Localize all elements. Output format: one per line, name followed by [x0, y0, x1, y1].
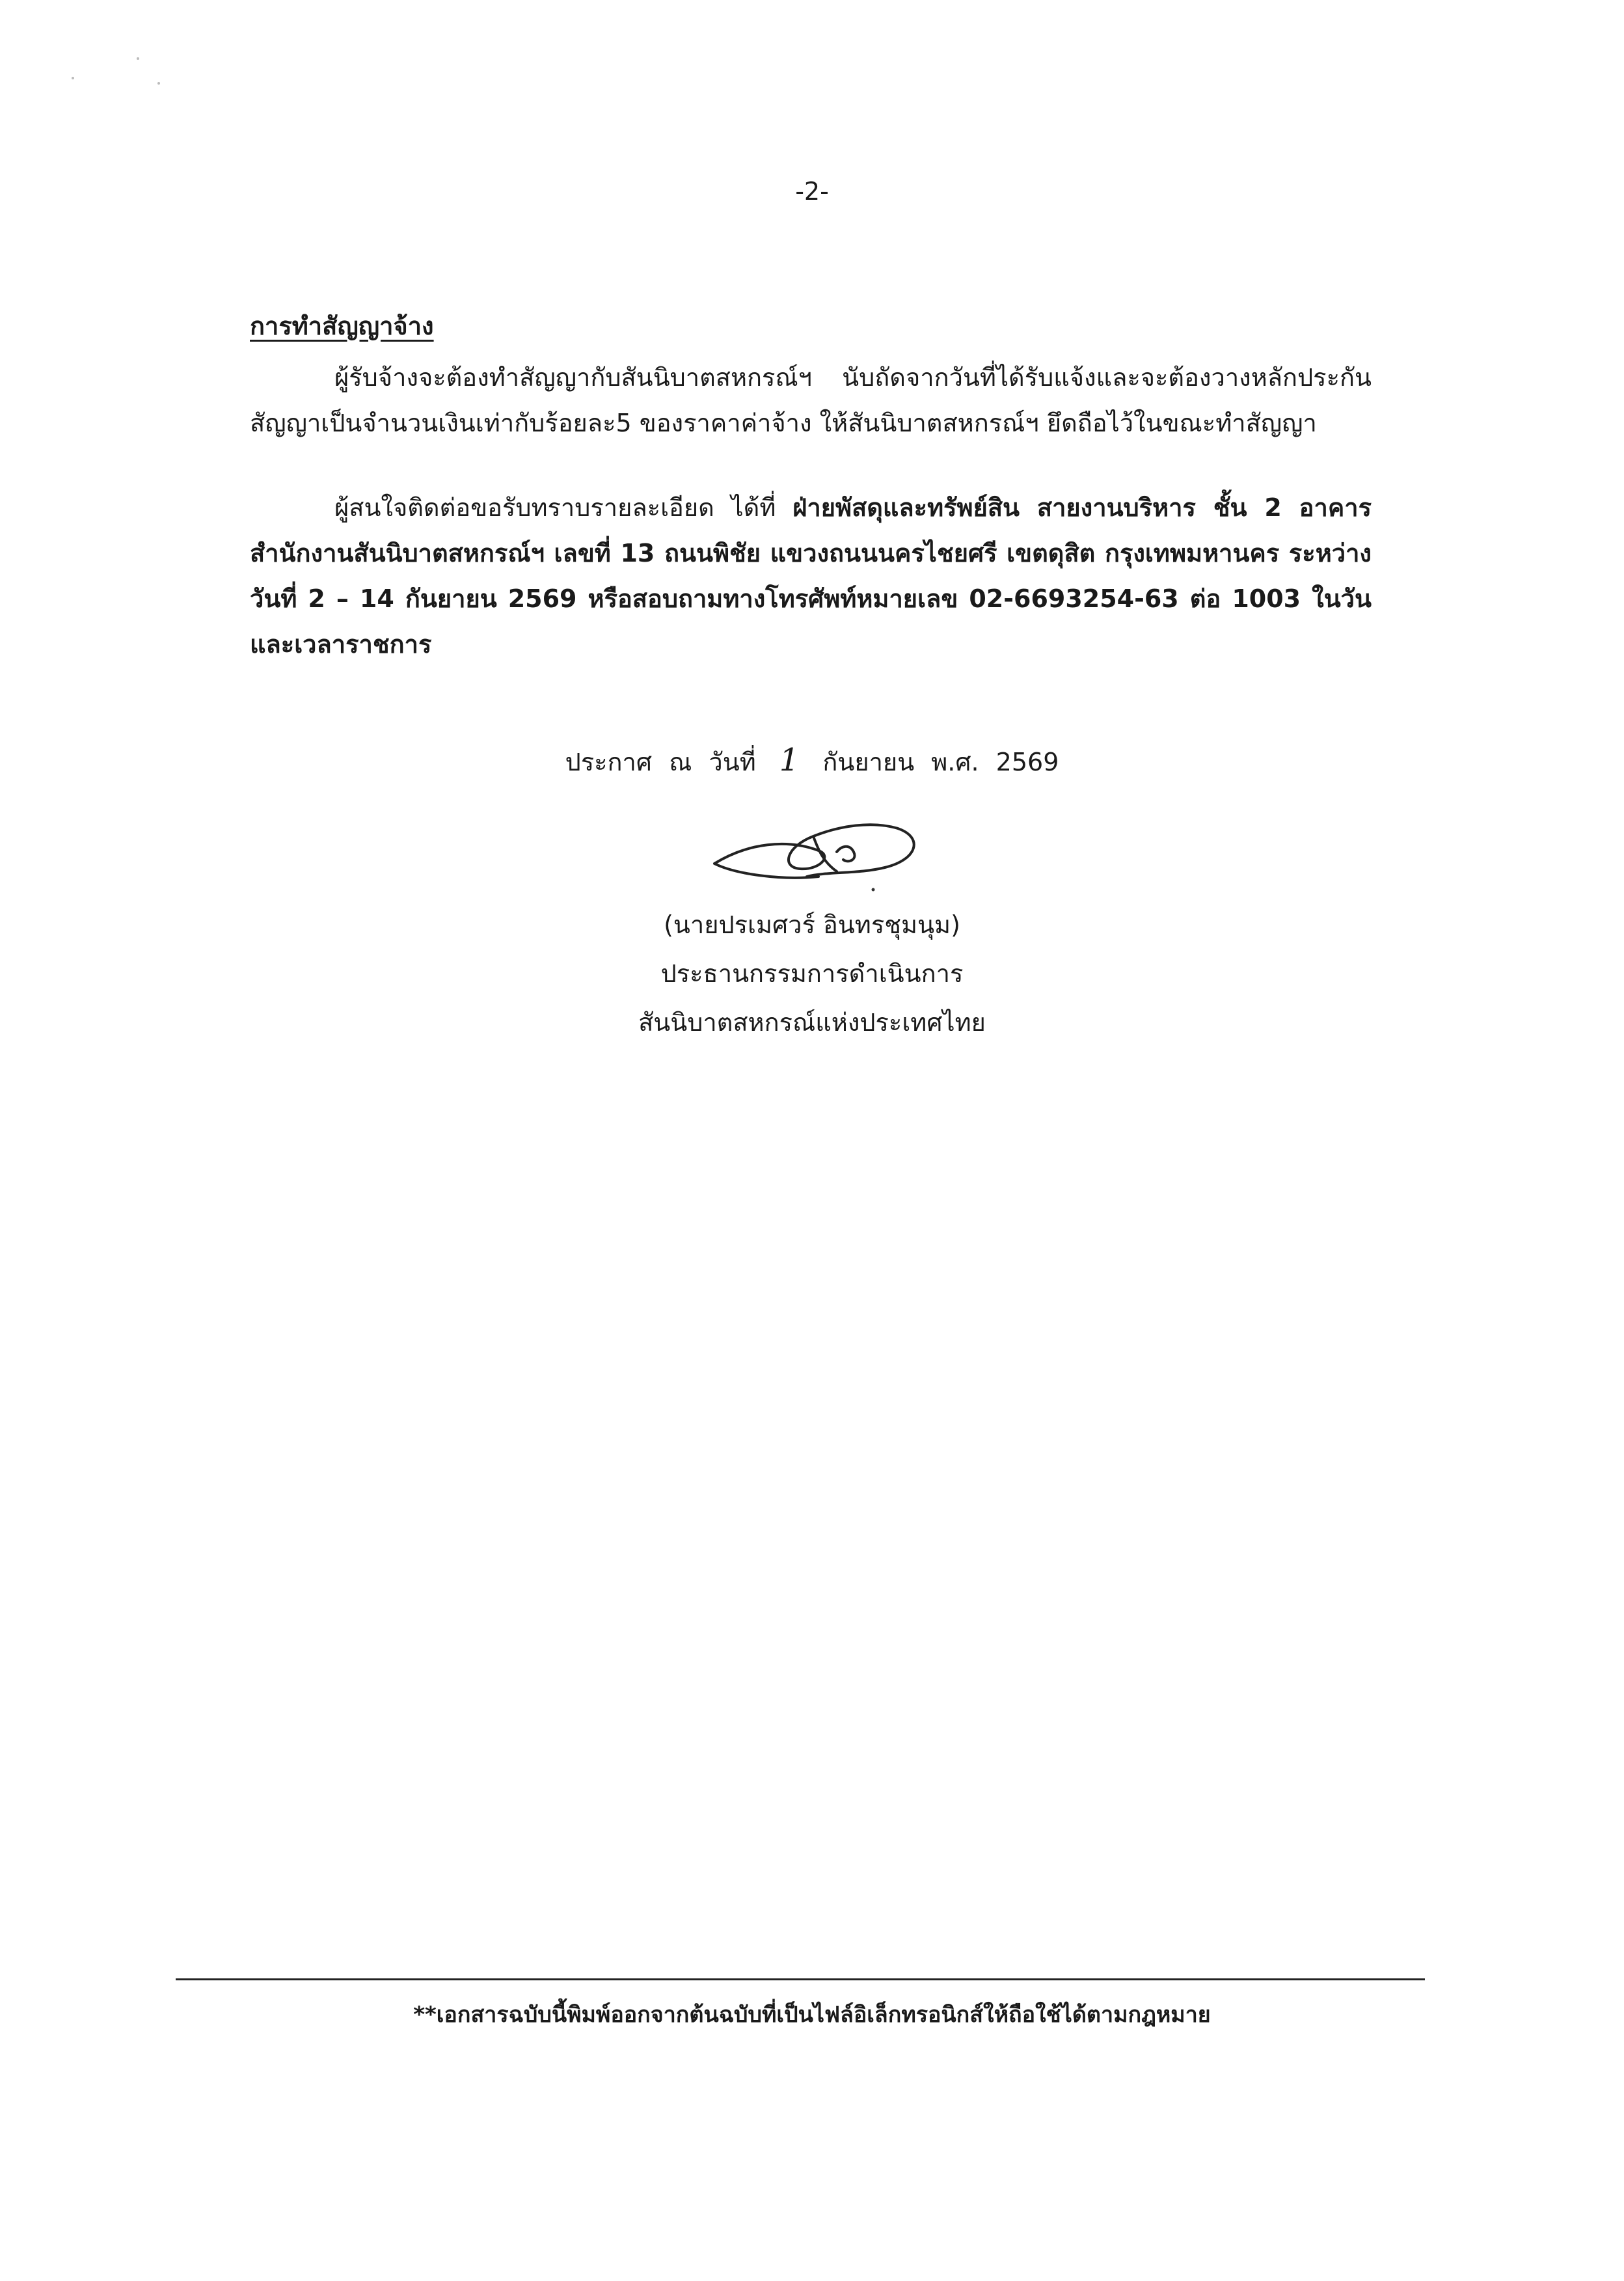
contract-paragraph — [250, 355, 1372, 446]
footer-divider — [176, 1978, 1425, 1980]
handwritten-signature — [709, 804, 930, 901]
contact-paragraph — [250, 485, 1372, 667]
footer-note: **เอกสารฉบับนี้พิมพ์ออกจากต้นฉบับที่เป็นไฟล์อิเล็กทรอนิกส์ให้ถือใช้ได้ตามกฎหมาย — [413, 2002, 1211, 2028]
contract-heading: การทำสัญญาจ้าง — [250, 312, 434, 340]
signatory-organization: สันนิบาตสหกรณ์แห่งประเทศไทย — [638, 1008, 986, 1037]
announcement-line — [0, 742, 1624, 782]
announcement-day: 1 — [779, 742, 800, 778]
announcement-prefix: ประกาศ ณ วันที่ — [565, 748, 756, 776]
signatory-position: ประธานกรรมการดำเนินการ — [660, 959, 964, 988]
scan-speck — [157, 82, 160, 85]
announcement-month-year: กันยายน พ.ศ. 2569 — [822, 748, 1059, 776]
contact-details: ฝ่ายพัสดุและทรัพย์สิน สายงานบริหาร ชั้น 2 อาคาร สำนักงานสันนิบาตสหกรณ์ฯ เลขที่ 13 ถนนพิชัย แขวงถนนนครไชยศรี เขตดุสิต กรุงเทพมหานคร ระหว่างวันที่ 2 – 14 กันยายน 2569 หรือสอบถามทางโทรศัพท์หมายเลข 02-6693254-63 ต่อ 1003 ในวันและเวลาราชการ — [250, 493, 1372, 659]
page-number: -2- — [795, 177, 829, 206]
scan-speck — [72, 77, 74, 79]
contact-intro: ผู้สนใจติดต่อขอรับทราบรายละเอียด ได้ที่ — [334, 493, 776, 522]
signatory-name: (นายปรเมศวร์ อินทรชุมนุม) — [664, 910, 960, 939]
contract-paragraph-text: ผู้รับจ้างจะต้องทำสัญญากับสันนิบาตสหกรณ์ฯ นับถัดจากวันที่ได้รับแจ้งและจะต้องวางหลักประกันสัญญาเป็นจำนวนเงินเท่ากับร้อยละ5 ของราคาค่าจ้าง ให้สันนิบาตสหกรณ์ฯ ยึดถือไว้ในขณะทำสัญญา — [250, 363, 1372, 437]
scan-speck — [137, 57, 139, 60]
